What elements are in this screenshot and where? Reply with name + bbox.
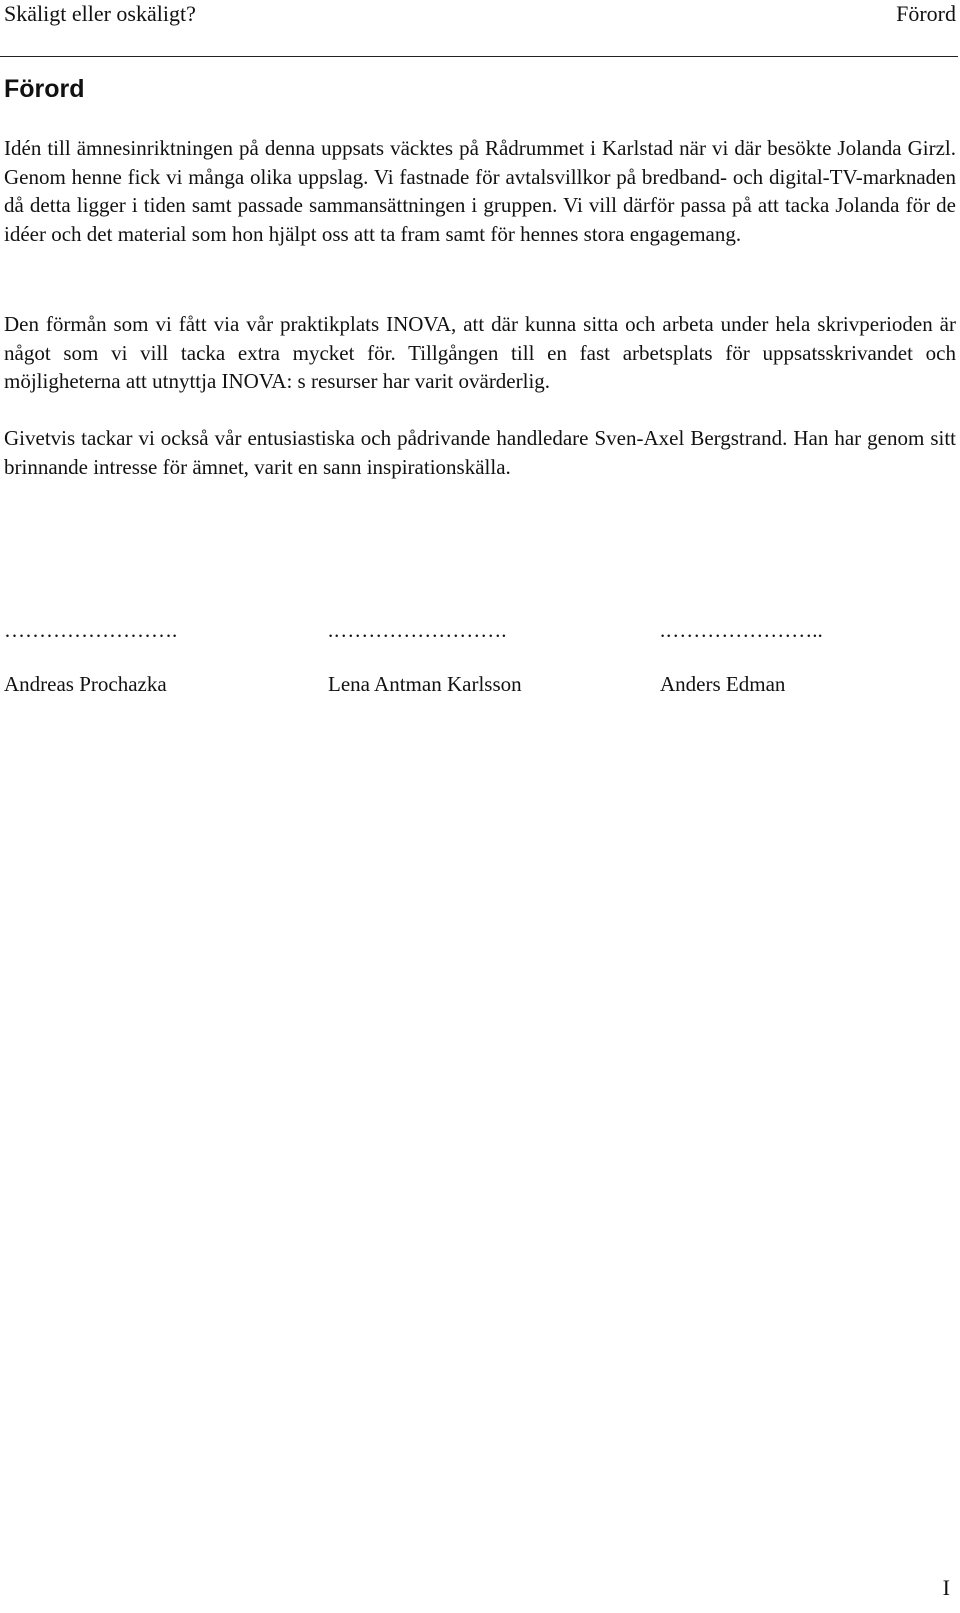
signature-name-3: Anders Edman xyxy=(660,672,786,696)
signature-name-1: Andreas Prochazka xyxy=(4,672,167,696)
running-header xyxy=(4,0,956,28)
signature-name-2: Lena Antman Karlsson xyxy=(328,672,522,696)
signature-line-2: .……………………. xyxy=(328,618,507,642)
page-number: I xyxy=(942,1575,950,1600)
header-document-title: Skäligt eller oskäligt? xyxy=(4,1,196,26)
section-heading: Förord xyxy=(4,75,85,103)
paragraph-2: Den förmån som vi fått via vår praktikplats INOVA, att där kunna sitta och arbeta under hela skrivperioden är något som vi vill tacka extra mycket för. Tillgången till en fast arbetsplats för uppsatsskrivandet och möjligheterna att utnyttja INOVA: s resurser har varit ovärderlig. xyxy=(4,312,956,393)
signature-line-3: .………………….. xyxy=(660,618,823,642)
paragraph-3: Givetvis tackar vi också vår entusiastiska och pådrivande handledare Sven-Axel Bergstrand. Han har genom sitt brinnande intresse för ämnet, varit en sann inspirationskälla. xyxy=(4,426,956,479)
signature-line-1: ……………………. xyxy=(4,618,178,642)
header-section-title: Förord xyxy=(896,1,956,26)
paragraph-1: Idén till ämnesinriktningen på denna uppsats väcktes på Rådrummet i Karlstad när vi där besökte Jolanda Girzl. Genom henne fick vi många olika uppslag. Vi fastnade för avtalsvillkor på bredband- och digital-TV-marknaden då detta ligger i tiden samt passade sammansättningen i gruppen. Vi vill därför passa på att tacka Jolanda för de idéer och det material som hon hjälpt oss att ta fram samt för hennes stora engagemang. xyxy=(4,136,956,246)
header-divider xyxy=(0,56,958,57)
